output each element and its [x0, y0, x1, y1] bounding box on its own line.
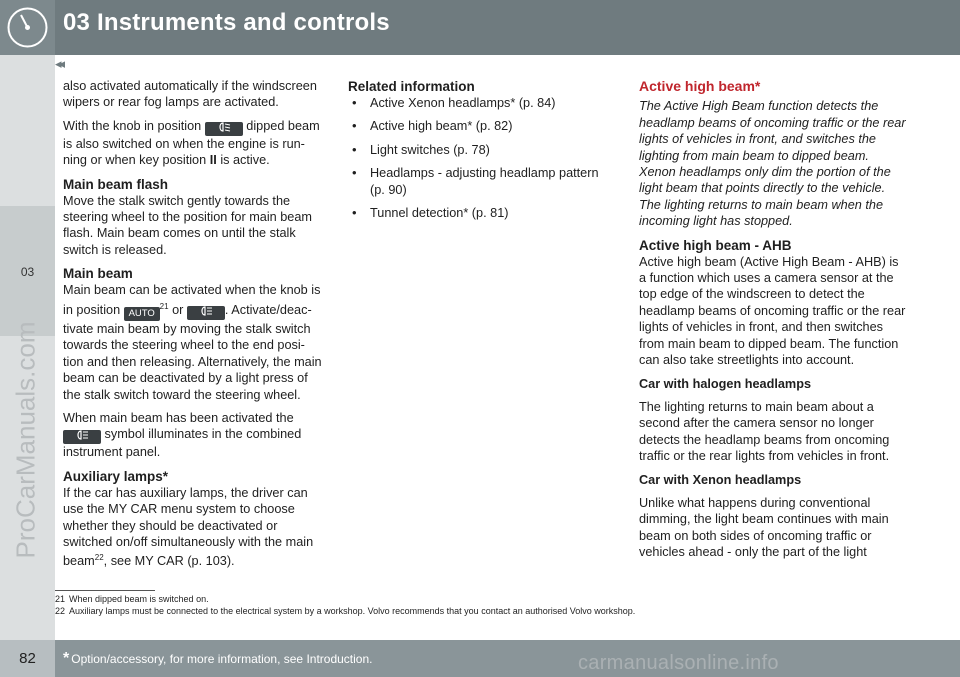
bottom-watermark: carmanualsonline.info [578, 652, 779, 674]
footnotes [55, 594, 635, 617]
side-watermark: ProCarManuals.com [10, 321, 41, 559]
intro-paragraph: The Active High Beam function detects the headlamp beams of oncoming traffic or the rear lights of vehicles in front, and switches the lighting from main beam to dipped beam. Xenon headlamps only dim the portion of the light beam that points directly to the vehicle. The lighting returns to main beam when the incoming light has stopped. [639, 99, 906, 229]
related-link[interactable]: • Active high beam* (p. 82) [348, 118, 610, 134]
auto-symbol-icon: AUTO [124, 307, 160, 321]
related-link[interactable]: • Active Xenon headlamps* (p. 84) [348, 95, 610, 111]
related-link[interactable]: • Headlamps - adjusting headlamp pattern (p. 90) [348, 165, 610, 198]
page-number: 82 [19, 650, 36, 667]
heading-main-beam: Main beam [63, 266, 133, 282]
footnote-ref-22[interactable]: 22 [94, 553, 104, 563]
heading-related-information: Related information [348, 79, 475, 94]
paragraph: Unlike what happens during conventional dimming, the light beam continues with main beam on both sides of oncoming traffic or vehicles ahead - only the part of the light [639, 495, 889, 560]
main-beam-symbol-icon [187, 306, 225, 320]
footnote-ref-21[interactable]: 21 [159, 301, 169, 311]
gauge-icon [0, 0, 55, 55]
chapter-tab-label: 03 [20, 265, 35, 279]
paragraph: If the car has auxiliary lamps, the driver can use the MY CAR menu system to choose whether they should be deactivated or switched on/off simultaneously with the main beam$^{22}$, see MY CAR (p. 103). [63, 485, 314, 569]
footnote: 21 When dipped beam is switched on. [55, 594, 209, 604]
chapter-title: 03 Instruments and controls [63, 9, 390, 36]
paragraph: When main beam has been activated the symbol illuminates in the combined instrument panel. [63, 410, 302, 460]
page-footer [0, 640, 960, 677]
subheading-xenon: Car with Xenon headlamps [639, 472, 802, 487]
dipped-beam-icon [205, 122, 243, 136]
related-link[interactable]: • Light switches (p. 78) [348, 142, 610, 158]
paragraph: Move the stalk switch gently towards the steering wheel to the position for main beam flash. Main beam comes on until the stalk switch is released. [63, 193, 312, 257]
subheading-halogen: Car with halogen headlamps [639, 376, 812, 391]
paragraph: The lighting returns to main beam about a second after the camera sensor no longer detects the headlamp beams from oncoming traffic or the rear lights from vehicles in front. [639, 399, 890, 464]
heading-main-beam-flash: Main beam flash [63, 176, 169, 192]
column-3 [639, 78, 909, 568]
column-1 [63, 78, 323, 577]
heading-auxiliary-lamps: Auxiliary lamps* [63, 468, 169, 484]
page-number-box [0, 640, 55, 677]
paragraph: Main beam can be activated when the knob is in position AUTO$^{21}$ or . Activate/deac-tivate main beam by moving the stalk switch towards the steering wheel to the end posi-tion and then releasing. Alternatively, the main beam can be deactivated by a light press of the stalk switch toward the steering wheel. [63, 283, 322, 402]
related-link[interactable]: • Tunnel detection* (p. 81) [348, 205, 610, 221]
paragraph: Active high beam (Active High Beam - AHB) is a function which uses a camera sensor at the top edge of the windscreen to detect the headlamp beams of oncoming traffic or the rear lights of vehicles in front, and then switches from main beam to dipped beam. The function can also take streetlights into account. [639, 254, 906, 368]
paragraph: With the knob in position dipped beam is also switched on when the engine is run-ning or when key position II is active. [63, 118, 320, 168]
page-header [0, 0, 960, 55]
main-beam-symbol-icon [63, 430, 101, 444]
section-title-active-high-beam: Active high beam* [639, 78, 761, 94]
column-2 [348, 78, 610, 228]
back-arrows-icon[interactable]: ◂◂ [55, 56, 63, 71]
footnote: 22 Auxiliary lamps must be connected to the electrical system by a workshop. Volvo recommends that you contact an authorised Volvo workshop. [55, 605, 636, 616]
related-links-list [348, 95, 610, 221]
option-note: * Option/accessory, for more information, see Introduction. [63, 650, 373, 667]
paragraph: also activated automatically if the windscreen wipers or rear fog lamps are activated. [63, 79, 317, 110]
heading-ahb: Active high beam - AHB [639, 237, 792, 253]
footnote-divider [55, 590, 155, 591]
